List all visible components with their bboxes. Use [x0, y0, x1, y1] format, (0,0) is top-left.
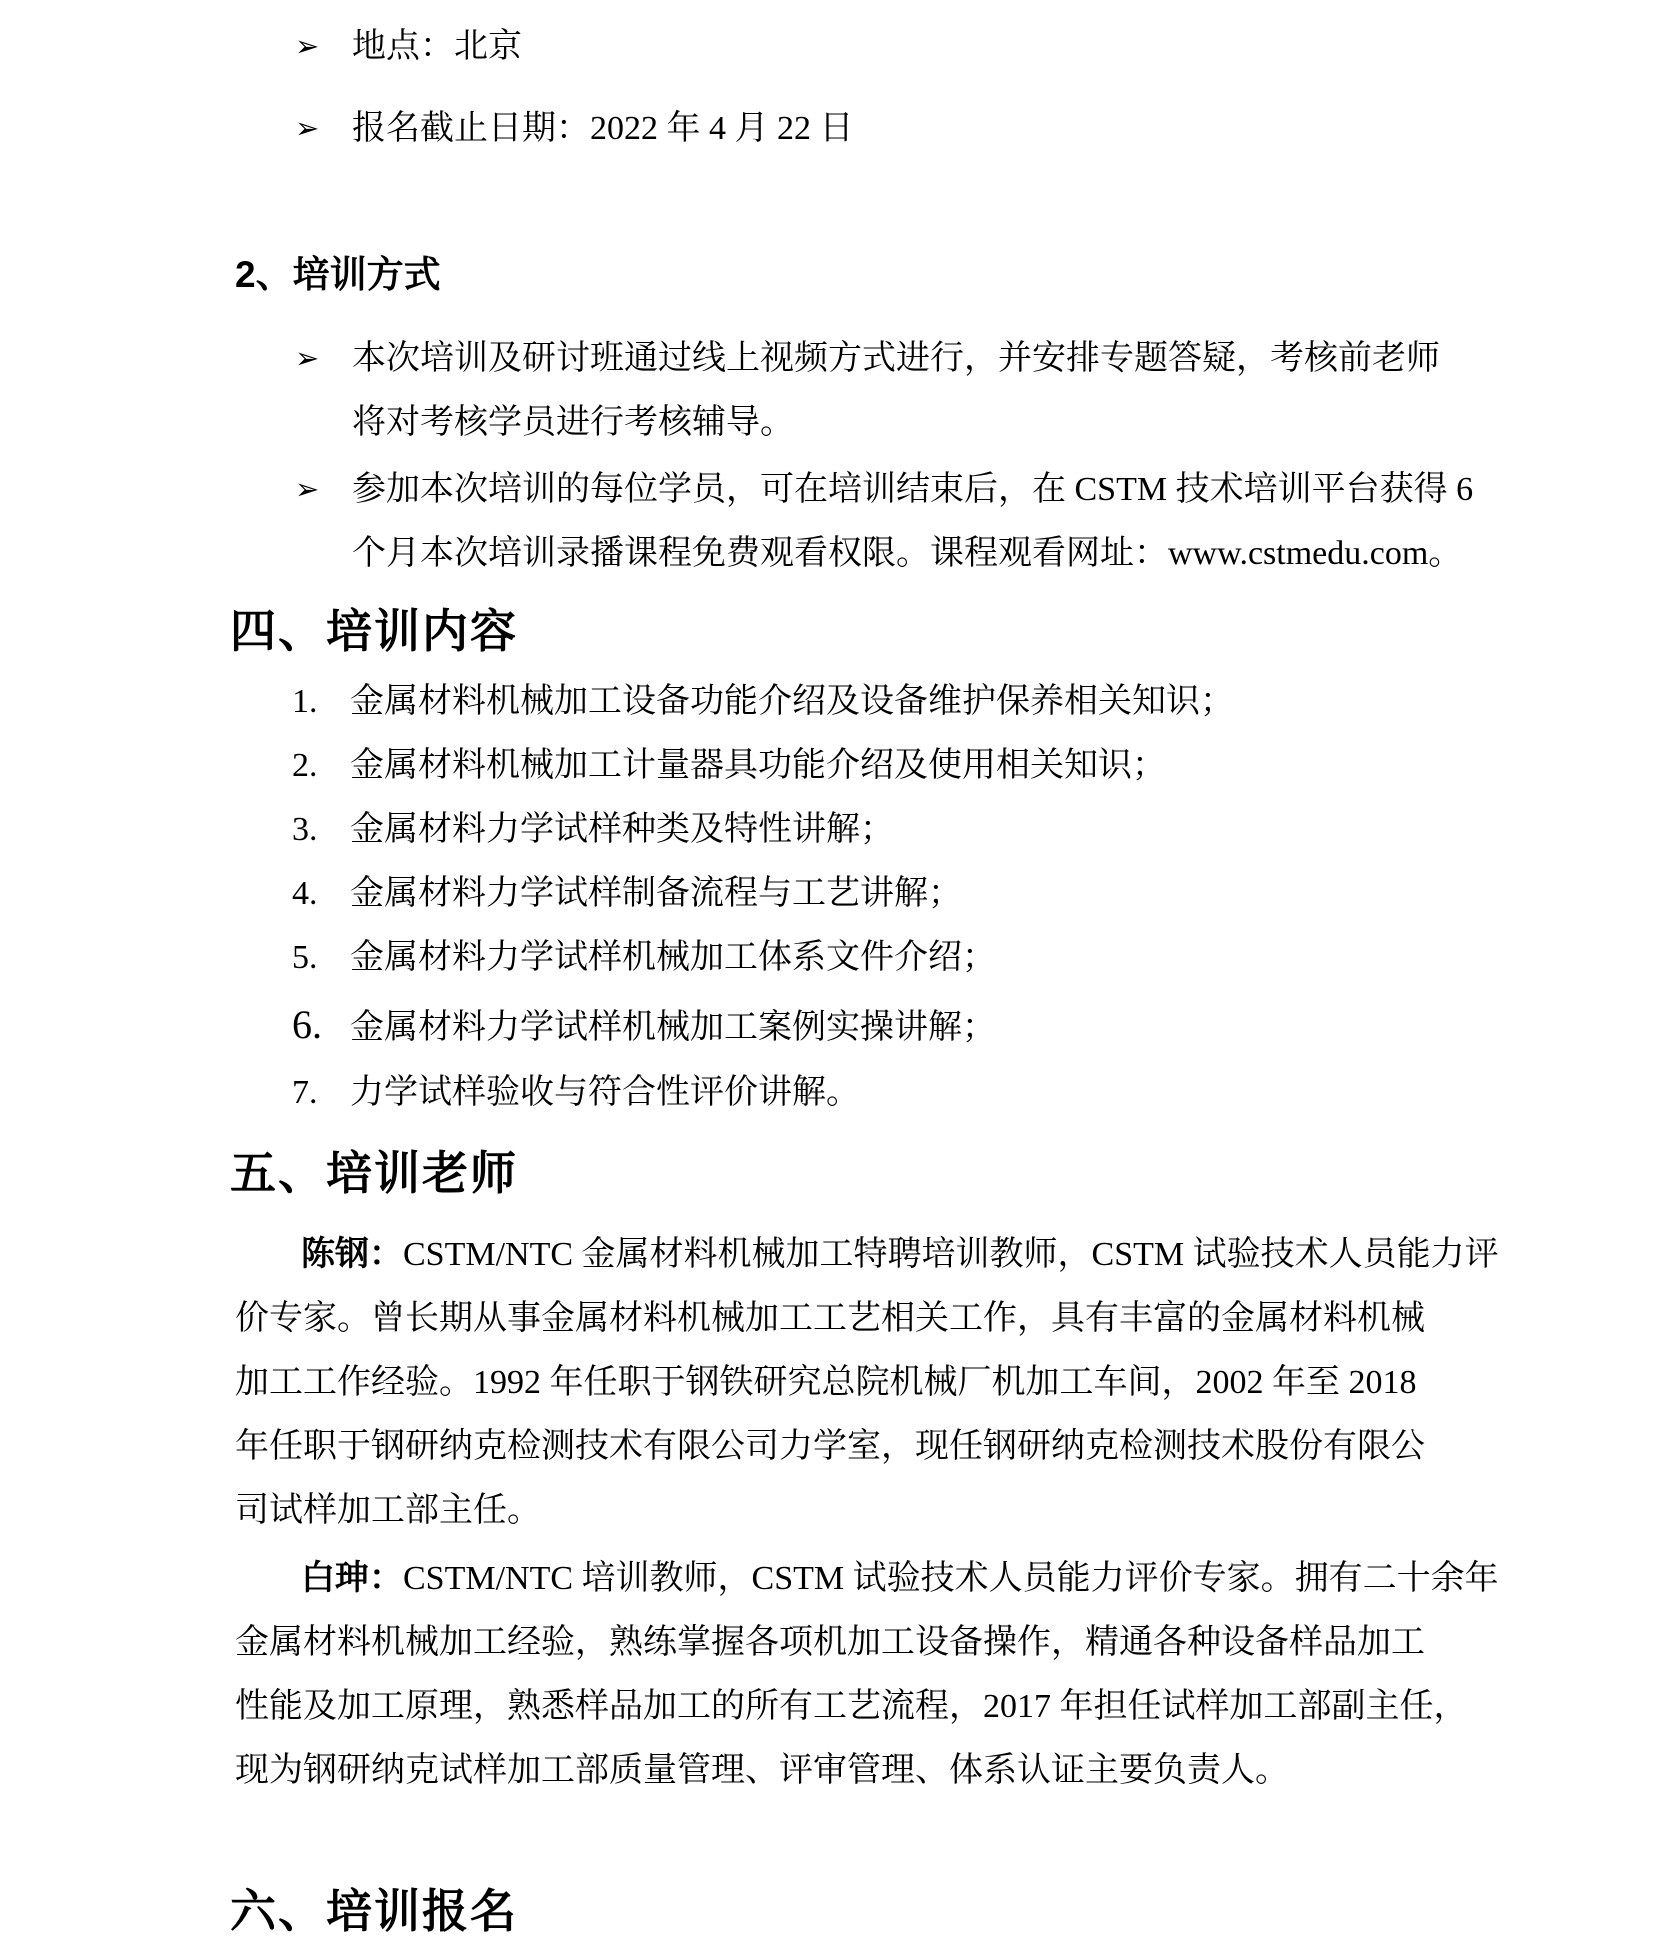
bullet-deadline: [295, 97, 1475, 161]
list-item: [292, 798, 1492, 862]
teacher-chen-line4: 年任职于钢研纳克检测技术有限公司力学室，现任钢研纳克检测技术股份有限公: [235, 1428, 1425, 1465]
list-item-number: 3.: [292, 811, 318, 848]
list-item: [292, 862, 1492, 926]
heading-training-content: 四、培训内容: [230, 605, 518, 657]
list-item-text: 金属材料力学试样种类及特性讲解；: [350, 811, 894, 848]
bullet-arrow-icon: ➢: [295, 474, 320, 506]
bullet-arrow-icon: ➢: [295, 343, 320, 375]
teacher-bai-line1-text: CSTM/NTC 培训教师，CSTM 试验技术人员能力评价专家。拥有二十余年: [403, 1560, 1499, 1597]
teacher-bai-line1: [235, 1546, 1499, 1611]
teacher-chen-line1: [235, 1222, 1499, 1287]
teacher-paragraph-chen: [235, 1222, 1499, 1543]
list-item-number: 2.: [292, 747, 318, 784]
list-item-number: 5.: [292, 939, 318, 976]
list-item: [292, 1061, 1492, 1125]
bullet-method: [295, 327, 1475, 455]
bullet-arrow-icon: ➢: [295, 31, 320, 63]
list-item-text: 金属材料力学试样机械加工体系文件介绍；: [350, 939, 996, 976]
teacher-chen-line2: 价专家。曾长期从事金属材料机械加工工艺相关工作，具有丰富的金属材料机械: [235, 1300, 1425, 1337]
bullet-location-text: 地点：北京: [352, 28, 522, 65]
teacher-chen-line3: 加工工作经验。1992 年任职于钢铁研究总院机械厂机加工车间，2002 年至 2018: [235, 1364, 1417, 1401]
heading-training-registration: 六、培训报名: [230, 1885, 518, 1937]
list-item-text: 力学试样验收与符合性评价讲解。: [350, 1074, 860, 1111]
bullet-method-line2: 将对考核学员进行考核辅导。: [352, 404, 794, 441]
list-item-number: 4.: [292, 875, 318, 912]
list-item-text: 金属材料力学试样制备流程与工艺讲解；: [350, 875, 962, 912]
teacher-bai-name: 白珅：: [301, 1559, 403, 1597]
teacher-chen-line1-text: CSTM/NTC 金属材料机械加工特聘培训教师，CSTM 试验技术人员能力评: [403, 1236, 1499, 1273]
list-item: [292, 993, 1492, 1060]
teacher-chen-name: 陈钢：: [301, 1235, 403, 1273]
list-item: [292, 926, 1492, 990]
teacher-bai-line3: 性能及加工原理，熟悉样品加工的所有工艺流程，2017 年担任试样加工部副主任，: [235, 1688, 1468, 1725]
list-item-number: 6.: [292, 1002, 322, 1047]
heading-training-teachers: 五、培训老师: [230, 1147, 518, 1199]
list-item-number: 1.: [292, 683, 318, 720]
bullet-platform: [295, 458, 1475, 586]
list-item-text: 金属材料机械加工设备功能介绍及设备维护保养相关知识；: [350, 683, 1234, 720]
teacher-paragraph-bai: [235, 1546, 1499, 1803]
bullet-platform-line2: 个月本次培训录播课程免费观看权限。课程观看网址：www.cstmedu.com。: [352, 535, 1463, 572]
list-item: [292, 670, 1492, 734]
bullet-platform-line1: 参加本次培训的每位学员，可在培训结束后，在 CSTM 技术培训平台获得 6: [352, 471, 1474, 508]
bullet-arrow-icon: ➢: [295, 113, 320, 145]
teacher-chen-line5: 司试样加工部主任。: [235, 1492, 541, 1529]
bullet-location: [295, 15, 1475, 79]
list-item-number: 7.: [292, 1074, 318, 1111]
teacher-bai-line4: 现为钢研纳克试样加工部质量管理、评审管理、体系认证主要负责人。: [235, 1752, 1289, 1789]
subheading-training-method: 2、培训方式: [235, 254, 441, 295]
list-item-text: 金属材料力学试样机械加工案例实操讲解；: [350, 1009, 996, 1046]
list-item: [292, 734, 1492, 798]
teacher-bai-line2: 金属材料机械加工经验，熟练掌握各项机加工设备操作，精通各种设备样品加工: [235, 1624, 1425, 1661]
bullet-deadline-text: 报名截止日期：2022 年 4 月 22 日: [352, 110, 854, 147]
bullet-method-line1: 本次培训及研讨班通过线上视频方式进行，并安排专题答疑，考核前老师: [352, 340, 1440, 377]
list-item-text: 金属材料机械加工计量器具功能介绍及使用相关知识；: [350, 747, 1166, 784]
